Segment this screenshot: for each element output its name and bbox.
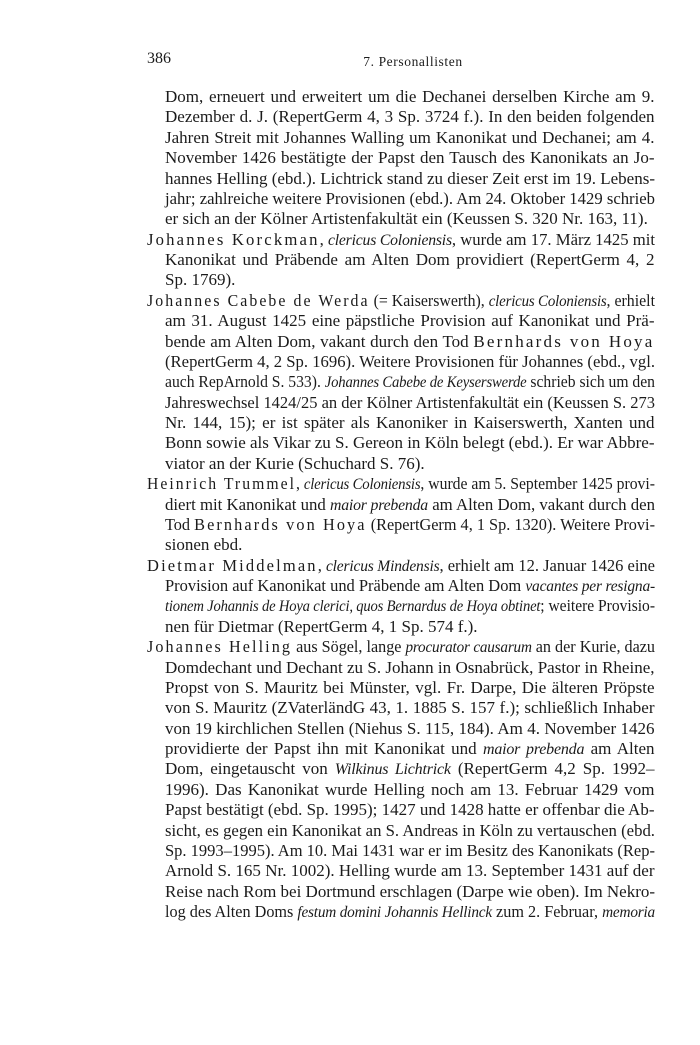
body-text: 1996). Das Kanonikat wurde Helling noch am 13. Februar 1429 vom <box>165 779 655 799</box>
italic-text: festum domini Johannis Hellinck <box>297 904 492 921</box>
body-text: Dom, erneuert und erweitert um die Dechanei derselben Kirche am 9. <box>165 87 655 106</box>
text-line <box>165 576 655 596</box>
italic-text: vacantes per resigna- <box>525 578 655 595</box>
body-text: , <box>295 474 304 494</box>
line-text <box>165 311 655 331</box>
line-text <box>165 780 655 800</box>
text-body <box>147 87 655 922</box>
body-text: er sich an der Kölner Artistenfakultät ein (Keussen S. 320 Nr. 163, 11). <box>165 209 648 229</box>
body-text: bende am Alten Dom, vakant durch den Tod <box>165 331 474 351</box>
body-text: Domdechant und Dechant zu S. Johann in Osnabrück, Pastor in Rheine, <box>165 657 655 677</box>
body-text: nen für Dietmar (RepertGerm 4, 1 Sp. 574 f.). <box>165 616 478 636</box>
body-text: (RepertGerm 4,2 Sp. 1992– <box>450 759 655 779</box>
text-line <box>165 128 655 148</box>
italic-text: clericus Coloniensis <box>303 476 421 494</box>
body-text: Dom, eingetauscht von <box>165 759 335 779</box>
body-text: an der Kurie, dazu <box>531 637 655 657</box>
line-text <box>165 189 655 209</box>
text-line <box>165 678 655 698</box>
text-line <box>165 250 655 270</box>
line-text <box>165 148 655 168</box>
line-text <box>165 454 425 474</box>
text-line <box>165 270 655 290</box>
text-line <box>165 515 655 535</box>
text-line <box>165 535 655 555</box>
line-text <box>165 841 655 861</box>
register-entry <box>147 230 655 291</box>
body-text: am Alten Dom, vakant durch den <box>428 494 655 514</box>
line-text <box>147 474 655 495</box>
text-line <box>147 230 655 250</box>
text-line <box>165 393 655 413</box>
body-text: sionen ebd. <box>165 535 243 555</box>
italic-text: procurator causarum <box>405 639 532 657</box>
line-text <box>147 556 655 577</box>
text-line <box>165 739 655 759</box>
text-line <box>147 474 655 494</box>
spaced-name: Johannes Cabebe de Werda <box>147 290 370 310</box>
line-text <box>165 535 242 555</box>
italic-text: Wilkinus Lichtrick <box>334 761 451 779</box>
line-text <box>165 128 655 148</box>
line-text <box>165 270 235 290</box>
line-text <box>165 596 655 617</box>
spaced-name: Dietmar Middelman <box>147 555 318 575</box>
page-number: 386 <box>147 50 171 67</box>
italic-text: clericus Mindensis <box>325 557 440 575</box>
spaced-name: Johannes Helling <box>147 637 293 657</box>
italic-text: tionem Johannis de Hoya clerici, quos Bernardus de Hoya obtinet <box>165 598 541 616</box>
body-text: von S. Mauritz (ZVaterländG 43, 1. 1885 S. 157 f.); schließlich Inhaber <box>165 698 655 718</box>
body-text: Provision auf Kanonikat und Präbende am Alten Dom <box>165 576 526 595</box>
body-text: Jahren Streit mit Johannes Walling um Kanonikat und Dechanei; am 4. <box>165 127 655 147</box>
body-text: Sp. 1769). <box>165 270 236 290</box>
text-line <box>165 902 655 922</box>
line-text <box>165 250 655 270</box>
text-line <box>165 821 655 841</box>
line-text <box>165 515 655 535</box>
text-line <box>165 698 655 718</box>
register-entry <box>147 637 655 922</box>
line-text <box>165 576 655 597</box>
italic-text: clericus Coloniensis <box>488 292 607 310</box>
body-text: auch RepArnold S. 533). <box>165 372 325 392</box>
text-line <box>165 352 655 372</box>
italic-text: maior prebenda <box>482 741 585 758</box>
body-text: zum 2. Februar, <box>491 902 603 921</box>
body-text: Jahreswechsel 1424/25 an der Kölner Artistenfakultät ein (Keussen S. 273 <box>165 392 655 412</box>
text-line <box>165 882 655 902</box>
body-text: am Alten <box>584 739 655 758</box>
body-text: , <box>319 229 328 249</box>
body-text: , erhielt <box>606 290 655 310</box>
text-line <box>165 107 655 127</box>
line-text <box>165 87 655 107</box>
body-text: ; weitere Provisio- <box>540 596 655 616</box>
line-text <box>165 658 655 678</box>
line-text <box>165 169 655 189</box>
text-line <box>165 759 655 779</box>
line-text <box>165 759 655 780</box>
text-line <box>165 413 655 433</box>
body-text: von 19 kirchlichen Stellen (Niehus S. 115, 184). Am 4. November 1426 <box>165 718 655 738</box>
register-entry <box>147 556 655 638</box>
text-line <box>165 87 655 107</box>
spaced-name: Bernhards von Hoya <box>194 514 367 534</box>
body-text: Papst bestätigt (ebd. Sp. 1995); 1427 und 1428 hatte er offenbar die Ab- <box>165 800 655 820</box>
text-line <box>165 332 655 352</box>
text-line <box>165 861 655 881</box>
line-text <box>165 821 655 841</box>
text-line <box>165 433 655 453</box>
body-text: Arnold S. 165 Nr. 1002). Helling wurde am 13. September 1431 auf der <box>165 861 655 881</box>
text-line <box>165 454 655 474</box>
text-line <box>165 169 655 189</box>
body-text: November 1426 bestätigte der Papst den Tausch des Kanonikats an Jo- <box>165 148 655 168</box>
line-text <box>165 902 655 923</box>
body-text: (= Kaiserswerth), <box>369 290 489 310</box>
register-entry <box>147 474 655 556</box>
line-text <box>165 372 655 393</box>
text-line <box>165 841 655 861</box>
line-text <box>165 495 655 516</box>
line-text <box>165 800 655 820</box>
line-text <box>165 393 655 413</box>
line-text <box>165 861 655 881</box>
body-text: Propst von S. Mauritz bei Münster, vgl. Fr. Darpe, Die älteren Pröpste <box>165 677 655 697</box>
line-text <box>165 739 655 760</box>
body-text: Dezember d. J. (RepertGerm 4, 3 Sp. 3724 f.). In den beiden folgenden <box>165 107 655 127</box>
italic-text: maior prebenda <box>330 496 429 514</box>
text-line <box>165 596 655 616</box>
text-line <box>165 800 655 820</box>
continued-entry <box>147 87 655 230</box>
line-text <box>147 291 655 312</box>
spaced-name: Bernhards von Hoya <box>473 331 655 351</box>
line-text <box>165 433 655 453</box>
text-line <box>165 658 655 678</box>
text-line <box>147 556 655 576</box>
body-text: , wurde am 17. März 1425 mit <box>451 229 655 249</box>
body-text: aus Sögel, lange <box>292 637 406 657</box>
line-text <box>165 882 655 902</box>
spaced-name: Johannes Korckman <box>147 229 320 249</box>
text-line <box>165 209 655 229</box>
text-line <box>165 148 655 168</box>
line-text <box>165 617 478 637</box>
body-text: diert mit Kanonikat und <box>165 494 331 514</box>
italic-text: Johannes Cabebe de Keyserswerde <box>324 374 527 392</box>
body-text: schrieb sich um den <box>526 372 655 392</box>
line-text <box>165 107 655 127</box>
body-text: Bonn sowie als Vikar zu S. Gereon in Köln belegt (ebd.). Er war Abbre- <box>165 433 655 453</box>
body-text: , wurde am 5. September 1425 provi- <box>420 474 655 494</box>
line-text <box>165 678 655 698</box>
body-text: Kanonikat und Präbende am Alten Dom providiert (RepertGerm 4, 2 <box>165 250 655 269</box>
body-text: am 31. August 1425 eine päpstliche Provision auf Kanonikat und Prä- <box>165 311 655 331</box>
body-text: jahr; zahlreiche weitere Provisionen (ebd.). Am 24. Oktober 1429 schrieb <box>165 188 655 208</box>
body-text: (RepertGerm 4, 1 Sp. 1320). Weitere Provi- <box>366 514 655 534</box>
text-line <box>165 311 655 331</box>
body-text: viator an der Kurie (Schuchard S. 76). <box>165 453 425 473</box>
body-text: hannes Helling (ebd.). Lichtrick stand zu dieser Zeit erst im 19. Lebens- <box>165 168 655 188</box>
text-line <box>165 780 655 800</box>
body-text: Sp. 1993–1995). Am 10. Mai 1431 war er im Besitz des Kanonikats (Rep- <box>165 840 655 860</box>
text-line <box>165 719 655 739</box>
line-text <box>147 637 655 658</box>
line-text <box>165 698 655 718</box>
body-text: Nr. 144, 15); er ist später als Kanoniker in Kaiserswerth, Xanten und <box>165 413 655 432</box>
body-text: , erhielt am 12. Januar 1426 eine <box>439 555 655 575</box>
body-text: sicht, es gegen ein Kanonikat an S. Andreas in Köln zu vertauschen (ebd. <box>165 820 655 840</box>
body-text: (RepertGerm 4, 2 Sp. 1696). Weitere Provisionen für Johannes (ebd., vgl. <box>165 351 655 371</box>
body-text: , <box>317 555 326 575</box>
line-text <box>165 352 655 372</box>
text-line <box>165 617 655 637</box>
text-line <box>165 495 655 515</box>
body-text: log des Alten Doms <box>165 902 298 921</box>
italic-text: memoria <box>602 904 655 921</box>
line-text <box>165 209 648 229</box>
line-text <box>165 719 655 739</box>
text-line <box>165 189 655 209</box>
italic-text: clericus Coloniensis <box>327 231 452 249</box>
line-text <box>147 230 655 251</box>
body-text: Tod <box>165 514 195 534</box>
line-text <box>165 413 655 433</box>
running-title: 7. Personallisten <box>363 54 463 69</box>
body-text: providierte der Papst ihn mit Kanonikat und <box>165 739 483 758</box>
text-line <box>165 372 655 392</box>
spaced-name: Heinrich Trummel <box>147 474 296 494</box>
line-text <box>165 332 655 352</box>
text-line <box>147 291 655 311</box>
body-text: Reise nach Rom bei Dortmund erschlagen (Darpe wie oben). Im Nekro- <box>165 881 655 901</box>
register-entry <box>147 291 655 474</box>
text-line <box>147 637 655 657</box>
